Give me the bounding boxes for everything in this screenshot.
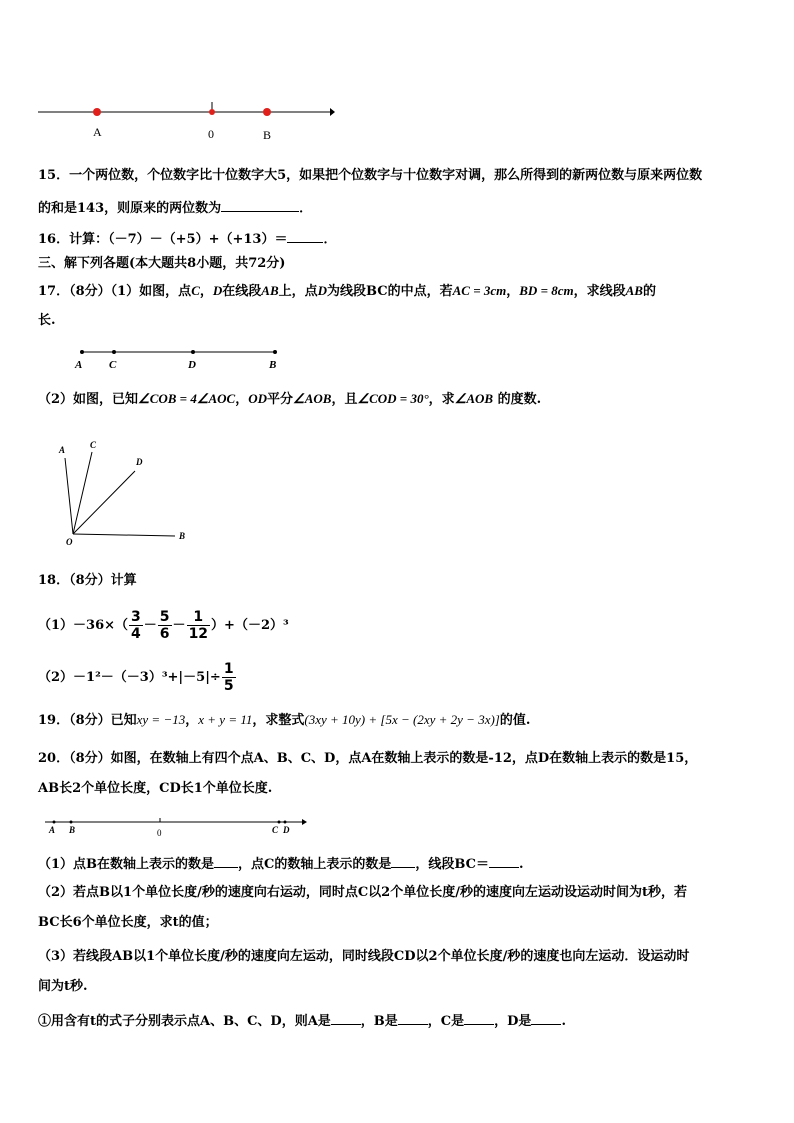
point-d-dot <box>191 350 195 354</box>
label-0: 0 <box>208 127 214 141</box>
q20-part1-text-b: ，点C的数轴上表示的数是 <box>238 857 392 872</box>
q17-part2 <box>38 391 541 408</box>
q17-line1 <box>38 283 656 300</box>
point-b-dot <box>263 108 271 116</box>
ray-oc <box>73 452 92 534</box>
q17-point-d: D <box>212 283 223 298</box>
q17-part2-text-e: ，求 <box>428 392 455 407</box>
point-a-dot <box>93 108 101 116</box>
label-0: 0 <box>157 828 162 838</box>
q20-b-expr-blank[interactable] <box>398 1012 428 1025</box>
arrow-head-icon <box>330 108 335 116</box>
fraction-numerator: 5 <box>159 609 170 625</box>
q18-part1 <box>38 608 289 644</box>
q20-part4-text-e: . <box>561 1014 566 1029</box>
q20-part4-text-a: ①用含有t的式子分别表示点A、B、C、D，则A是 <box>38 1014 331 1029</box>
q19-text-c: ，求整式 <box>252 713 305 728</box>
q16-answer-blank[interactable] <box>287 230 323 243</box>
label-c: C <box>109 359 117 371</box>
label-o: O <box>66 537 73 547</box>
fraction-denominator: 6 <box>159 626 170 642</box>
ray-ob <box>73 534 175 536</box>
q19-text-a: 19．（8分）已知 <box>38 713 137 728</box>
q20-part4 <box>38 1012 566 1030</box>
label-b: B <box>69 825 76 835</box>
q20-part3-line2: 间为t秒. <box>38 979 88 994</box>
fraction-1-12 <box>187 609 210 642</box>
q17-part2-text-d: ，且 <box>331 392 358 407</box>
minus-sign: － <box>172 618 186 633</box>
q17-part2-text-f: 的度数. <box>493 392 542 407</box>
label-b: B <box>263 128 272 142</box>
q17-segment-ab: AB <box>261 283 279 298</box>
q17-cob-equation: ∠COB = 4∠AOC <box>138 391 236 406</box>
q18-part2-text: （2）－1²－（－3）³+|－5|÷ <box>38 670 221 685</box>
label-d: D <box>188 359 196 371</box>
q20-part4-text-c: ，C是 <box>427 1014 465 1029</box>
label-d: D <box>136 457 143 467</box>
q15-line2-text: 的和是143，则原来的两位数为 <box>38 201 222 216</box>
q15-line2-end: ． <box>299 201 313 216</box>
fraction-denominator: 5 <box>223 678 234 694</box>
fraction-numerator: 1 <box>187 609 210 626</box>
top-number-line-figure <box>30 98 340 148</box>
q18-part1-text-b: ）+（－2）³ <box>211 618 289 633</box>
q15-answer-blank[interactable] <box>221 199 299 212</box>
label-a: A <box>59 445 66 455</box>
q17-segment-ab-2: AB <box>625 283 643 298</box>
q19-xy-equation: xy = −13 <box>136 712 186 727</box>
q20-c-expr-blank[interactable] <box>464 1012 494 1025</box>
point-c-dot <box>278 821 281 824</box>
q17-cod-equation: ∠COD = 30° <box>357 391 429 406</box>
point-d-dot <box>284 821 287 824</box>
q17-text-e: ，求线段 <box>573 284 626 299</box>
q17-text-d: 为线段BC的中点，若 <box>327 284 453 299</box>
fraction-3-4 <box>129 609 143 642</box>
q17-angle-aob: ∠AOB <box>293 391 332 406</box>
point-a-dot <box>53 821 56 824</box>
q17-text-a: 17．（8分）（1）如图，点 <box>38 284 192 299</box>
q20-bc-length-blank[interactable] <box>489 855 519 868</box>
q17-part2-text-c: 平分 <box>267 392 294 407</box>
q20-part1-text-c: ，线段BC＝ <box>415 857 489 872</box>
q20-d-expr-blank[interactable] <box>531 1012 561 1025</box>
fraction-numerator: 3 <box>131 609 141 625</box>
q17-bd-equation: BD = 8cm <box>519 283 574 298</box>
arrow-head-icon <box>302 819 307 825</box>
q20-part1 <box>38 855 524 873</box>
q17-ray-od: OD <box>248 391 268 406</box>
q20-line1: 20．（8分）如图，在数轴上有四个点A、B、C、D，点A在数轴上表示的数是-12，点D在数轴上表示的数是15， <box>38 751 698 766</box>
point-c-dot <box>112 350 116 354</box>
q20-part3-line1: （3）若线段AB以1个单位长度/秒的速度向左运动，同时线段CD以2个单位长度/秒的速度也向左运动．设运动时 <box>38 949 690 964</box>
q15-line1: 15．一个两位数，个位数字比十位数字大5，如果把个位数字与十位数字对调，那么所得到的新两位数与原来两位数 <box>38 168 703 183</box>
q19-expression: (3xy + 10y) + [5x − (2xy + 2y − 3x)] <box>304 712 500 727</box>
q15-line2 <box>38 199 312 217</box>
ray-od <box>73 471 135 534</box>
q17-text-c: 上，点 <box>278 284 318 299</box>
q17-point-c: C <box>191 283 200 298</box>
fraction-1-5 <box>222 661 236 694</box>
q17-segment-figure <box>70 344 290 374</box>
q17-line2: 长. <box>38 313 56 328</box>
label-a: A <box>93 125 102 139</box>
q18-title: 18．（8分）计算 <box>38 573 137 588</box>
label-b: B <box>179 531 186 541</box>
label-a: A <box>75 359 83 371</box>
q20-line2: AB长2个单位长度，CD长1个单位长度. <box>38 781 273 796</box>
q16-text: 16．计算：（－7）－（+5）+（+13）＝ <box>38 232 288 247</box>
q20-part2-line2: BC长6个单位长度，求t的值； <box>38 915 218 930</box>
label-c: C <box>90 440 97 450</box>
q16-line <box>38 230 336 248</box>
q16-end: ． <box>323 232 337 247</box>
q17-part2-text-b: ， <box>235 392 249 407</box>
origin-dot <box>209 109 215 115</box>
q17-angle-figure <box>55 436 205 551</box>
q18-part2 <box>38 660 237 696</box>
q19-sum-equation: x + y = 11 <box>198 712 253 727</box>
q20-part1-text-d: . <box>518 857 524 872</box>
q19-text-b: ， <box>185 713 199 728</box>
q17-comma2: ， <box>506 284 520 299</box>
point-b-dot <box>70 821 73 824</box>
q20-part1-text-a: （1）点B在数轴上表示的数是 <box>38 857 215 872</box>
q17-comma1: ， <box>199 284 213 299</box>
ray-oa <box>65 458 73 534</box>
point-b-dot <box>273 350 277 354</box>
label-b: B <box>269 359 277 371</box>
label-c: C <box>272 825 279 835</box>
fraction-denominator: 12 <box>188 626 209 642</box>
q17-angle-aob-2: ∠AOB <box>454 391 494 406</box>
q17-point-d-2: D <box>317 283 328 298</box>
q20-number-line-figure <box>40 814 315 840</box>
q17-ac-equation: AC = 3cm <box>452 283 507 298</box>
fraction-5-6 <box>158 609 172 642</box>
q20-a-expr-blank[interactable] <box>331 1012 361 1025</box>
fraction-denominator: 4 <box>131 626 141 642</box>
q20-part4-text-d: ，D是 <box>494 1014 532 1029</box>
point-a-dot <box>80 350 84 354</box>
label-d: D <box>283 825 290 835</box>
q20-b-value-blank[interactable] <box>214 855 238 868</box>
q18-part1-text-a: （1）－36×（ <box>38 618 129 633</box>
section3-title: 三、解下列各题(本大题共8小题，共72分) <box>38 256 286 271</box>
q20-part2-line1: （2）若点B以1个单位长度/秒的速度向右运动，同时点C以2个单位长度/秒的速度向左运动设运动时间为t秒，若 <box>38 885 687 900</box>
q19-text-d: 的值. <box>499 713 531 728</box>
fraction-numerator: 1 <box>223 661 234 677</box>
q19-line <box>38 712 530 729</box>
q17-part2-text-a: （2）如图，已知 <box>38 392 139 407</box>
minus-sign: － <box>143 618 157 633</box>
q20-c-value-blank[interactable] <box>391 855 415 868</box>
q17-text-b: 在线段 <box>222 284 262 299</box>
label-a: A <box>49 825 56 835</box>
q17-text-f: 的 <box>642 284 656 299</box>
q20-part4-text-b: ，B是 <box>360 1014 398 1029</box>
